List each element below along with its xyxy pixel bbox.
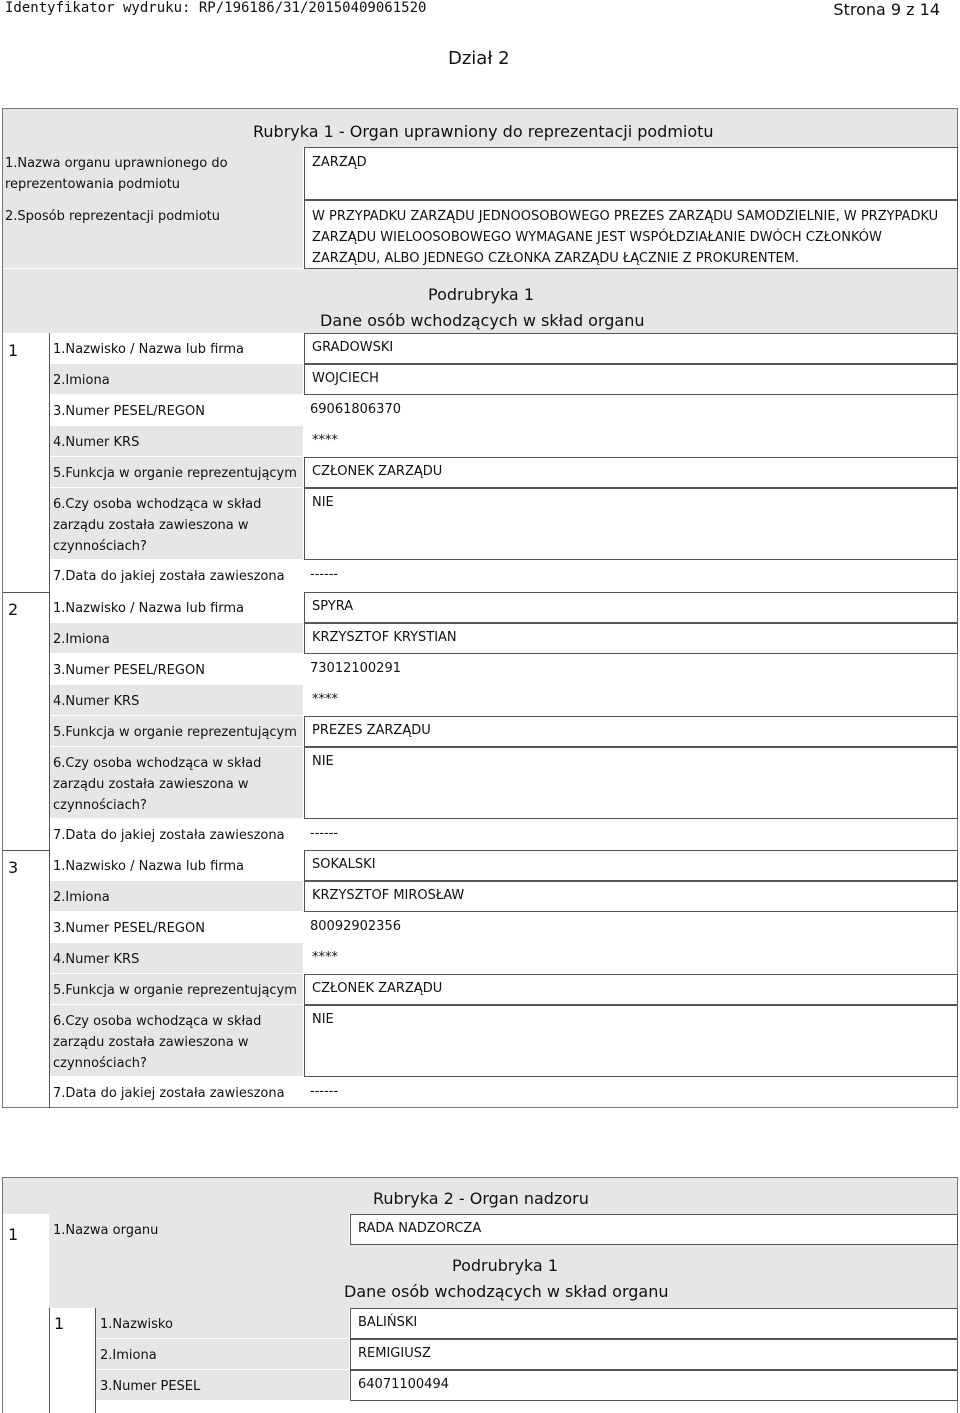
r2-nazwisko-label: 1.Nazwisko [100,1317,173,1332]
person-number: 2 [8,600,19,619]
field-value-funkcja: PREZES ZARZĄDU [312,723,431,738]
field-label-zawieszona: 6.Czy osoba wchodząca w skład zarządu została zawieszona w czynnościach? [53,756,262,813]
zawieszona-value-box [304,1005,958,1077]
field-value-nazwisko: SOKALSKI [312,857,376,872]
field-value-imiona: KRZYSZTOF MIROSŁAW [312,888,465,903]
r2-pesel-label: 3.Numer PESEL [100,1379,201,1394]
field-value-data: ------ [310,1084,339,1099]
field-value-nazwisko: GRADOWSKI [312,340,394,355]
field-label-funkcja: 5.Funkcja w organie reprezentującym [53,983,297,998]
field-value-zawieszona: NIE [312,754,334,769]
organ-value: ZARZĄD [312,155,367,170]
field-label-krs: 4.Numer KRS [53,694,140,709]
podrubryka-subtitle: Dane osób wchodzących w skład organu [320,311,645,330]
rubryka1-title: Rubryka 1 - Organ uprawniony do reprezentacji podmiotu [253,122,714,141]
r2-imiona-value: REMIGIUSZ [358,1346,431,1361]
field-value-data: ------ [310,567,339,582]
field-label-zawieszona: 6.Czy osoba wchodząca w skład zarządu została zawieszona w czynnościach? [53,497,262,554]
field-label-nazwisko: 1.Nazwisko / Nazwa lub firma [53,859,245,874]
field-value-krs: **** [312,433,338,448]
r2-imiona-label: 2.Imiona [100,1348,157,1363]
field-value-pesel: 69061806370 [310,402,401,417]
r2-podrubryka-subtitle: Dane osób wchodzących w skład organu [344,1282,669,1301]
field-label-zawieszona: 6.Czy osoba wchodząca w skład zarządu została zawieszona w czynnościach? [53,1014,262,1071]
r2-person-left-line [49,1308,50,1413]
person-separator [3,592,49,593]
r2-nazwisko-value: BALIŃSKI [358,1315,418,1330]
r2-person-number: 1 [54,1314,65,1333]
field-label-pesel: 3.Numer PESEL/REGON [53,663,205,678]
organ-label: 1.Nazwa organu uprawnionego do reprezentowania podmiotu [5,156,228,192]
r2-organ-label: 1.Nazwa organu [53,1223,159,1238]
field-label-krs: 4.Numer KRS [53,952,140,967]
field-label-nazwisko: 1.Nazwisko / Nazwa lub firma [53,601,245,616]
field-value-pesel: 80092902356 [310,919,401,934]
field-value-zawieszona: NIE [312,495,334,510]
sposob-value: W PRZYPADKU ZARZĄDU JEDNOOSOBOWEGO PREZES ZARZĄDU SAMODZIELNIE, W PRZYPADKU ZARZĄDU WIELOOSOBOWEGO WYMAGANE JEST WSPÓŁDZIAŁANIE DWÓCH CZŁONKÓW ZARZĄDU, ALBO JEDNEGO CZŁONKA ZARZĄDU ŁĄCZNIE Z PROKURENTEM. [312,209,939,266]
field-label-nazwisko: 1.Nazwisko / Nazwa lub firma [53,342,245,357]
zawieszona-value-box [304,747,958,819]
section-title: Dział 2 [448,48,510,69]
person-number: 3 [8,858,19,877]
field-value-imiona: WOJCIECH [312,371,379,386]
zawieszona-value-box [304,488,958,560]
sposob-label: 2.Sposób reprezentacji podmiotu [5,209,220,224]
r2-imiona-value-box [350,1339,958,1370]
field-value-funkcja: CZŁONEK ZARZĄDU [312,464,443,479]
field-label-data: 7.Data do jakiej została zawieszona [53,569,285,584]
field-label-imiona: 2.Imiona [53,890,110,905]
field-label-funkcja: 5.Funkcja w organie reprezentującym [53,725,297,740]
field-value-data: ------ [310,826,339,841]
rubryka2-number: 1 [8,1225,19,1244]
page-number: Strona 9 z 14 [833,0,940,19]
field-label-data: 7.Data do jakiej została zawieszona [53,828,285,843]
r2-organ-value: RADA NADZORCZA [358,1221,482,1236]
field-value-krs: **** [312,950,338,965]
field-value-funkcja: CZŁONEK ZARZĄDU [312,981,443,996]
field-value-imiona: KRZYSZTOF KRYSTIAN [312,630,457,645]
r2-nazwisko-value-box [350,1308,958,1339]
print-identifier: Identyfikator wydruku: RP/196186/31/20150409061520 [5,0,427,16]
field-value-krs: **** [312,692,338,707]
podrubryka-title: Podrubryka 1 [428,285,534,304]
field-label-imiona: 2.Imiona [53,632,110,647]
field-label-data: 7.Data do jakiej została zawieszona [53,1086,285,1101]
field-label-krs: 4.Numer KRS [53,435,140,450]
person-number: 1 [8,341,19,360]
field-value-nazwisko: SPYRA [312,599,354,614]
person-separator [3,850,49,851]
field-label-pesel: 3.Numer PESEL/REGON [53,404,205,419]
field-label-imiona: 2.Imiona [53,373,110,388]
field-label-pesel: 3.Numer PESEL/REGON [53,921,205,936]
field-value-pesel: 73012100291 [310,661,401,676]
organ-value-box [304,147,958,200]
r2-podrubryka-title: Podrubryka 1 [452,1256,558,1275]
field-label-funkcja: 5.Funkcja w organie reprezentującym [53,466,297,481]
r2-pesel-value: 64071100494 [358,1377,449,1392]
field-value-zawieszona: NIE [312,1012,334,1027]
rubryka2-title: Rubryka 2 - Organ nadzoru [373,1189,589,1208]
